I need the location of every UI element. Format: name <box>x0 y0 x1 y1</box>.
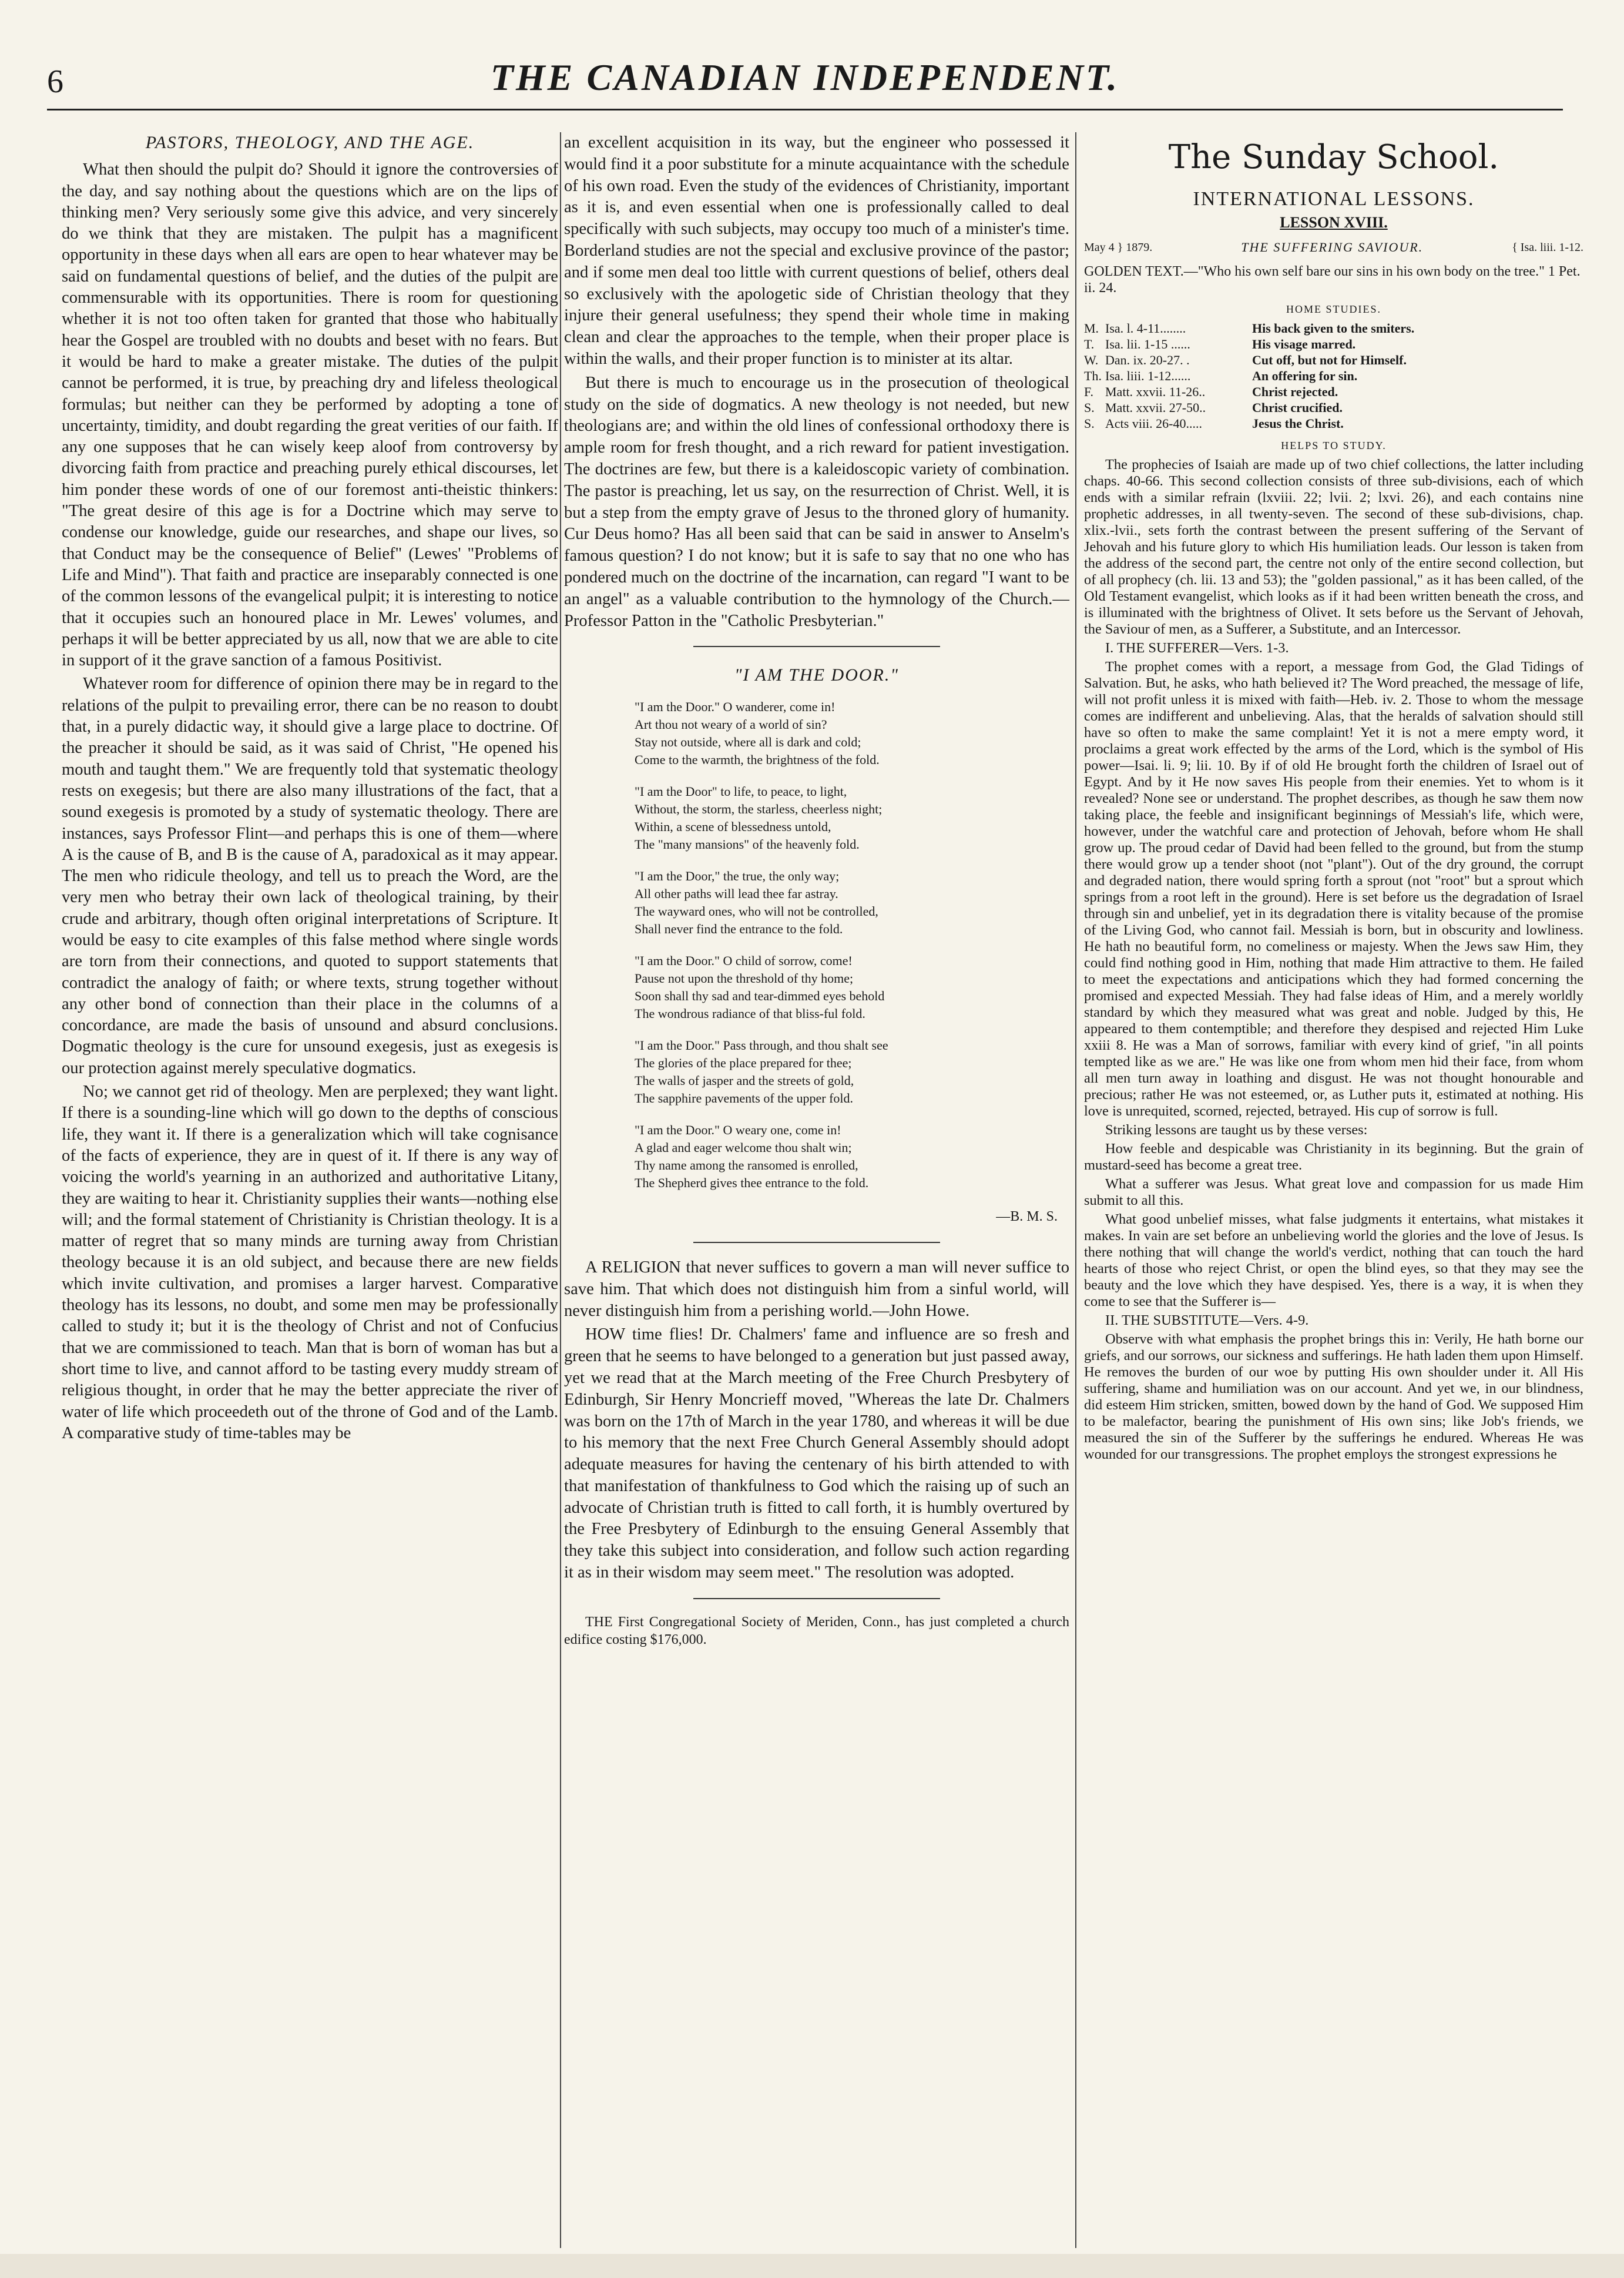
poem-line: "I am the Door" to life, to peace, to light, <box>635 784 847 799</box>
study-title: His visage marred. <box>1252 337 1356 351</box>
poem-line: Shall never find the entrance to the fold. <box>635 922 843 937</box>
poem-line: "I am the Door." Pass through, and thou shalt see <box>635 1038 888 1053</box>
study-day: M. <box>1084 321 1099 336</box>
subsection-heading: I. THE SUFFERER—Vers. 1-3. <box>1105 640 1289 656</box>
article-paragraph: THE First Congregational Society of Meriden, Conn., has just completed a church edifice costing $176,000. <box>564 1614 1069 1647</box>
poem-stanza <box>635 1121 1069 1192</box>
study-ref: Isa. lii. 1-15 ...... <box>1105 337 1190 351</box>
golden-text: GOLDEN TEXT.—"Who his own self bare our sins in his own body on the tree." 1 Pet. ii. 24. <box>1084 264 1581 296</box>
poem-line: The wayward ones, who will not be controlled, <box>635 904 878 919</box>
article-paragraph: HOW time flies! Dr. Chalmers' fame and influence are so fresh and green that he seems to have belonged to a generation but just passed away, yet we read that at the March meeting of the Free Church Presbytery of Edinburgh, Sir Henry Moncrieff moved, "Whereas the late Dr. Chalmers was born on the 17th of March in the year 1780, and whereas it will be due to his memory that the next Free Church General Assembly should adopt adequate measures for having the centenary of his birth attended to with that manifestation of thankfulness to God which the raising up of such an advocate of Christian truth is fitted to call forth, it is humbly overtured by the Free Presbytery of Edinburgh to the ensuing General Assembly that they take this subject into consideration, and follow such action regarding it as in their wisdom may seem meet." The resolution was adopted. <box>564 1325 1069 1582</box>
study-title: His back given to the smiters. <box>1252 321 1415 336</box>
article-paragraph: What then should the pulpit do? Should it ignore the controversies of the day, and say nothing about the questions which are on the lips of thinking men? Very seriously some give this advice, and very sincerely do we think that they are mistaken. The pulpit has a magnificent opportunity in these days when all ears are open to hear whatever may be said on fundamental questions of belief, and the duties of the pulpit are commensurable with its opportunities. There is room for questioning whether it is not too often taken for granted that those who habitually hear the Gospel are troubled with no doubts and beset with no fears. But it would be hard to make a greater mistake. The duties of the pulpit cannot be performed, it is true, by preaching dry and lifeless theological formulas; but neither can they be performed by adopting a tone of uncertainty, timidity, and doubt regarding the great verities of our faith. If any one supposes that he can wisely keep aloof from controversy by divorcing faith from practice and preaching purely ethical discourses, let him ponder these words of one of our foremost anti-theistic thinkers: "The great desire of this age is for a Doctrine which may serve to condense our knowledge, guide our researches, and shape our lives, so that Conduct may be the consequence of Belief" (Lewes' "Problems of Life and Mind"). That faith and practice are inseparably connected is one of the common lessons of the evangelical pulpit; it is interesting to notice that it occupies such an honoured place in Mr. Lewes' volumes, and perhaps it will be better appreciated by us all, now that we are able to cite in support of it the grave sanction of a famous Positivist. <box>62 160 558 670</box>
lesson-reference: { Isa. liii. 1-12. <box>1512 240 1583 254</box>
article-paragraph: How feeble and despicable was Christianity in its beginning. But the grain of mustard-seed has become a great tree. <box>1084 1141 1583 1173</box>
poem-stanza <box>635 783 1069 853</box>
study-ref: Matt. xxvii. 11-26.. <box>1105 384 1206 399</box>
home-studies-list <box>1084 320 1583 431</box>
study-ref: Acts viii. 26-40..... <box>1105 416 1202 431</box>
study-title: Christ rejected. <box>1252 384 1338 399</box>
article-paragraph: Observe with what emphasis the prophet brings this in: Verily, He hath borne our griefs, and our sorrows, our sickness and sufferings. He hath laden them upon Himself. He removes the burden of our woe by putting His own shoulder under it. All His suffering, shame and humiliation was on our account. And yet we, in our blindness, did esteem Him stricken, smitten, bowed down by the hand of God. We supposed Him to be malefactor, bearing the punishment of His own sins; like Job's friends, we measured the sin of the Sufferer by the sufferings he endured. Whereas He was wounded for our transgressions. The prophet employs the strongest expressions he <box>1084 1331 1583 1462</box>
poem-stanza <box>635 1037 1069 1107</box>
article-paragraph: Whatever room for difference of opinion there may be in regard to the relations of the pulpit to prevailing error, there can be no reason to doubt that, in a purely didactic way, it should give a large place to doctrine. Of the preacher it should be said, as it was said of Christ, "He opened his mouth and taught them." We are frequently told that systematic theology rests on exegesis; but there are also many illustrations of the fact, that a sound exegesis is promoted by a study of systematic theology. There are instances, says Professor Flint—and perhaps this is one of them—where A is the cause of B, and B is the cause of A, paradoxical as it may appear. The men who ridicule theology, and tell us to preach the Word, are the very men who betray their own lack of theological training, by their crude and arbitrary, though often original interpretations of Scripture. It would be easy to cite examples of this false method where single words are torn from their connections, and quoted to support statements that contradict the analogy of faith; or where texts, strung together without any other bond of connection than their place in the columns of a concordance, are made the basis of unsound and absurd conclusions. Dogmatic theology is the cure for unsound exegesis, just as exegesis is our protection against merely speculative dogmatics. <box>62 675 558 1077</box>
home-studies-heading: HOME STUDIES. <box>1286 303 1381 315</box>
poem-line: The walls of jasper and the streets of gold, <box>635 1073 854 1088</box>
home-study-row <box>1084 384 1583 400</box>
column-1 <box>62 132 558 1446</box>
study-day: T. <box>1084 337 1095 351</box>
article-paragraph: The prophecies of Isaiah are made up of two chief collections, the latter including chaps. 40-66. This second collection consists of three sub-divisions, each of which ends with a similar refrain (lxviii. 22; lvii. 2; lxvi. 26), and each contains nine prophetic addresses, in all twenty-seven. The second of these sub-divisions, chap. xlix.-lvii., sets forth the contrast between the present suffering of the Servant of Jehovah and his future glory to which His humiliation leads. Our lesson is taken from the address of the second part, the centre not only of the entire second collection, but of all prophecy (ch. lii. 13 and 53); the "golden passional," as it has been called, of the Old Testament evangelist, which looks as if it had been written beneath the cross, and is illuminated with the brightness of Olivet. It sets before us the Servant of Jehovah, the Saviour of men, as a Sufferer, a Substitute, and an Intercessor. <box>1084 457 1583 637</box>
paper-title: THE CANADIAN INDEPENDENT. <box>490 56 1120 98</box>
helps-heading: HELPS TO STUDY. <box>1281 440 1387 451</box>
poem-stanza <box>635 867 1069 938</box>
article-paragraph: A RELIGION that never suffices to govern a man will never suffice to save him. That which does not distinguish him from a sinful world, will never distinguish him from a perishing world.—John Howe. <box>564 1258 1069 1320</box>
home-study-row <box>1084 320 1583 336</box>
study-day: F. <box>1084 384 1093 399</box>
poem-line: All other paths will lead thee far astray. <box>635 886 838 902</box>
poem-line: The glories of the place prepared for thee; <box>635 1056 852 1071</box>
page-number: 6 <box>47 63 63 100</box>
poem-line: Stay not outside, where all is dark and cold; <box>635 735 861 750</box>
home-study-row <box>1084 416 1583 431</box>
study-ref: Isa. liii. 1-12...... <box>1105 369 1191 383</box>
lesson-topic: THE SUFFERING SAVIOUR. <box>1241 240 1424 254</box>
article-paragraph: an excellent acquisition in its way, but the engineer who possessed it would find it a poor substitute for a minute acquaintance with the schedule of his own road. Even the study of the evidences of Christianity, important as it is, and even essential when one is professionally called to deal specifically with such subjects, may occupy too much of a minister's time. Borderland studies are not the special and exclusive province of the pastor; and if some men deal too little with current questions of belief, others deal so exclusively with the apologetic side of Christian theology that they injure their general usefulness; they spend their whole time in making clean and clear the approaches to the temple, when their proper place is within the walls, and their proper function is to minister at its altar. <box>564 133 1069 368</box>
poem-line: Pause not upon the threshold of thy home; <box>635 971 854 986</box>
divider <box>693 646 940 647</box>
divider <box>693 1242 940 1243</box>
study-ref: Isa. l. 4-11........ <box>1105 321 1186 336</box>
article-paragraph: The prophet comes with a report, a message from God, the Glad Tidings of Salvation. But, he asks, who hath believed it? The Word preached, the message of life, will not profit unless it is mixed with faith—Heb. iv. 2. Those to whom the message comes are indifferent and unbelieving. Alas, that the heralds of salvation should still have so often to make the same complaint! Yet it is not a mere empty word, it proclaims a great work effected by the arms of the Lord, which is the symbol of His power—Isai. li. 9; lii. 10. By if of old He brought forth the children of Israel out of Egypt. And by it He now saves His people from their enemies. Yet to whom is it revealed? None see or understand. The prophet describes, as though he saw them now taking place, the feeble and insignificant beginnings of Messiah's life, which were, however, under the watchful care and protection of Jehovah, before whom He shall grow up. The proud cedar of David had been felled to the ground, but from the stump there would grow up a tender shoot (not "plant"). Out of the dry ground, the corrupt and degraded nation, there would spring forth a sprout (not "root" but a sprout which springs from a root left in the ground). Here is set before us the degradation of Israel through sin and unbelief, yet in its degradation there is vitality because of the promise of the Living God, who cannot fail. Messiah is born, but in obscurity and lowliness. He hath no beautiful form, no comeliness or majesty. When the Jews saw Him, they could find nothing good in Him, nothing that made Him attractive to them. He failed to meet the expectations and anticipations which they had formed concerning the promised and expected Messiah. They had false ideas of Him, and a merely worldly standard by which they measured what was great and noble. Judged by this, He appeared to them contemptible; and therefore they despised and rejected Him Luke xxiii 8. He was a Man of sorrows, familiar with every kind of grief, "in all points tempted like as we are." He was like one from whom men hid their face, from whom all men turn away in loathing and disgust. He was not thought honourable and precious; rather He was not esteemed, or, as Luther puts it, estimated at nothing. His love is unrequited, scorned, rejected, betrayed. His cup of sorrow is full. <box>1084 659 1583 1119</box>
poem-line: The wondrous radiance of that bliss-ful fold. <box>635 1006 865 1021</box>
study-title: Christ crucified. <box>1252 400 1343 415</box>
home-study-row <box>1084 336 1583 352</box>
poem-line: "I am the Door." O child of sorrow, come! <box>635 953 853 969</box>
lesson-header <box>1084 240 1583 255</box>
poem-line: Art thou not weary of a world of sin? <box>635 717 827 732</box>
poem-title: "I AM THE DOOR." <box>734 665 899 685</box>
article-paragraph: But there is much to encourage us in the prosecution of theological study on the side of dogmatics. A new theology is not needed, but new theologians are; and within the old lines of confessional orthodoxy there is ample room for fresh thought, and a rich reward for patient investigation. The doctrines are few, but there is a kaleidoscopic variety of combination. The pastor is preaching, let us say, on the resurrection of Christ. Well, it is but a step from the empty grave of Jesus to the throned glory of humanity. Cur Deus homo? Has all been said that can be said in answer to Anselm's famous question? I do not know; but it is safe to say that no one who has pondered much on the doctrine of the incarnation, can regard "I want to be an angel" as a valuable contribution to the hymnology of the Church.—Professor Patton in the "Catholic Presbyterian." <box>564 373 1069 630</box>
poem-line: Without, the storm, the starless, cheerless night; <box>635 802 883 817</box>
lesson-number: LESSON XVIII. <box>1280 214 1388 231</box>
study-title: An offering for sin. <box>1252 369 1358 383</box>
poem-line: The "many mansions" of the heavenly fold. <box>635 837 860 852</box>
study-title: Cut off, but not for Himself. <box>1252 353 1407 367</box>
poem-stanza <box>635 698 1069 769</box>
poem-line: The sapphire pavements of the upper fold. <box>635 1091 854 1106</box>
study-day: Th. <box>1084 369 1102 383</box>
section-title: The Sunday School. <box>1168 138 1499 176</box>
article-title: PASTORS, THEOLOGY, AND THE AGE. <box>145 133 475 152</box>
article-paragraph: What a sufferer was Jesus. What great love and compassion for us made Him submit to all this. <box>1084 1176 1583 1208</box>
study-day: S. <box>1084 416 1095 431</box>
home-study-row <box>1084 368 1583 384</box>
column-2 <box>564 132 1069 1651</box>
study-title: Jesus the Christ. <box>1252 416 1344 431</box>
poem-stanza <box>635 952 1069 1023</box>
study-ref: Dan. ix. 20-27. . <box>1105 353 1190 367</box>
poem-line: A glad and eager welcome thou shalt win; <box>635 1140 852 1155</box>
column-divider <box>1075 132 1076 2248</box>
poem-line: The Shepherd gives thee entrance to the fold. <box>635 1175 869 1191</box>
study-ref: Matt. xxvii. 27-50.. <box>1105 400 1206 415</box>
section-subtitle: INTERNATIONAL LESSONS. <box>1193 188 1475 210</box>
divider <box>693 1598 940 1599</box>
poem-signature: —B. M. S. <box>996 1209 1058 1225</box>
page-bottom-margin <box>0 2254 1624 2278</box>
poem-line: "I am the Door." O weary one, come in! <box>635 1123 841 1138</box>
column-divider <box>560 132 561 2248</box>
study-day: S. <box>1084 400 1095 415</box>
home-study-row <box>1084 400 1583 416</box>
poem-line: "I am the Door," the true, the only way; <box>635 869 840 884</box>
column-3 <box>1084 132 1583 1465</box>
poem-line: Within, a scene of blessedness untold, <box>635 819 831 835</box>
article-paragraph: What good unbelief misses, what false judgments it entertains, what mistakes it makes. In vain are set before an unbelieving world the glories and the love of Jesus. Is there nothing that will change the world's verdict, nothing that can touch the hard hearts of those who reject Christ, or open the blind eyes, so that they may see the beauty and the love which they have despised. Yes, there is a way, it is when they come to see that the Sufferer is— <box>1084 1211 1583 1309</box>
poem-line: "I am the Door." O wanderer, come in! <box>635 699 836 715</box>
poem-line: Come to the warmth, the brightness of the fold. <box>635 752 880 768</box>
lesson-date: May 4 } 1879. <box>1084 240 1153 254</box>
study-day: W. <box>1084 353 1099 367</box>
article-paragraph: No; we cannot get rid of theology. Men are perplexed; they want light. If there is a sounding-line which will go down to the depths of conscious life, they want it. If there is a generalization which will take cognisance of the facts of experience, they are in quest of it. If there is any way of voicing the world's yearning in an authorized and authoritative Litany, they are waiting to hear it. Christianity supplies their wants—nothing else will; and the formal statement of Christianity is Christian theology. It is a matter of regret that so many minds are turning away from Christian theology because it is an old subject, and because there are new fields which invite cultivation, and promises a larger harvest. Comparative theology has its lessons, no doubt, and some men may be professionally called to study it; but it is the theology of Christ and not of Confucius that we are commissioned to teach. Man that is born of woman has but a short time to live, and cannot afford to be tasting every muddy stream of religious thought, in order that he may the better appreciate the river of water of life which proceedeth out of the throne of God and of the Lamb. A comparative study of time-tables may be <box>62 1083 558 1442</box>
masthead <box>47 56 1563 110</box>
home-study-row <box>1084 352 1583 368</box>
helps-text <box>1084 457 1583 1463</box>
subsection-heading: II. THE SUBSTITUTE—Vers. 4-9. <box>1105 1312 1309 1328</box>
article-paragraph: Striking lessons are taught us by these verses: <box>1105 1122 1368 1138</box>
poem-line: Thy name among the ransomed is enrolled, <box>635 1158 858 1173</box>
poem-line: Soon shall thy sad and tear-dimmed eyes behold <box>635 989 885 1004</box>
